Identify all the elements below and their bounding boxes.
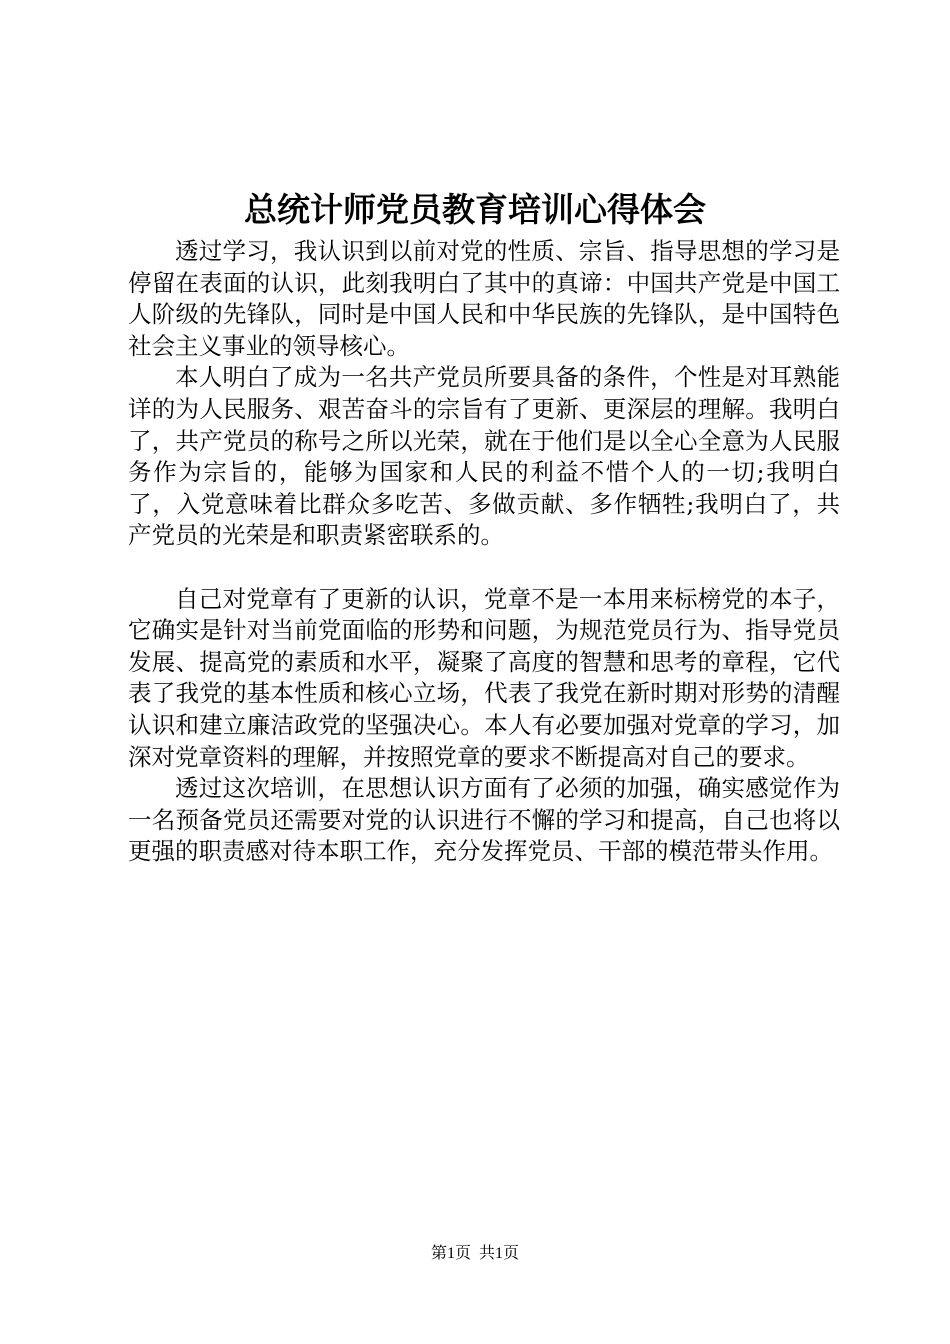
paragraph-3: 自己对党章有了更新的认识，党章不是一本用来标榜党的本子，它确实是针对当前党面临的形势和问题，为规范党员行为、指导党员发展、提高党的素质和水平，凝聚了高度的智慧和思考的章程，它代表了我党的基本性质和核心立场，代表了我党在新时期对形势的清醒认识和建立廉洁政党的坚强决心。本人有必要加强对党章的学习，加深对党章资料的理解，并按照党章的要求不断提高对自己的要求。 bbox=[128, 584, 840, 771]
document-body bbox=[128, 236, 840, 868]
page-footer bbox=[0, 1244, 950, 1264]
document-title: 总统计师党员教育培训心得体会 bbox=[244, 190, 706, 229]
page-number-current: 第1页 bbox=[430, 1245, 471, 1262]
paragraph-spacer bbox=[128, 552, 840, 584]
paragraph-4: 透过这次培训，在思想认识方面有了必须的加强，确实感觉作为一名预备党员还需要对党的认识进行不懈的学习和提高，自己也将以更强的职责感对待本职工作，充分发挥党员、干部的模范带头作用。 bbox=[128, 774, 840, 866]
page-number-total: 共1页 bbox=[479, 1245, 520, 1262]
paragraph-2: 本人明白了成为一名共产党员所要具备的条件，个性是对耳熟能详的为人民服务、艰苦奋斗的宗旨有了更新、更深层的理解。我明白了，共产党员的称号之所以光荣，就在于他们是以全心全意为人民服务作为宗旨的，能够为国家和人民的利益不惜个人的一切;我明白了，入党意味着比群众多吃苦、多做贡献、多作牺牲;我明白了，共产党员的光荣是和职责紧密联系的。 bbox=[128, 363, 840, 550]
paragraph-1: 透过学习，我认识到以前对党的性质、宗旨、指导思想的学习是停留在表面的认识，此刻我明白了其中的真谛：中国共产党是中国工人阶级的先锋队，同时是中国人民和中华民族的先锋队，是中国特色社会主义事业的领导核心。 bbox=[128, 237, 840, 360]
